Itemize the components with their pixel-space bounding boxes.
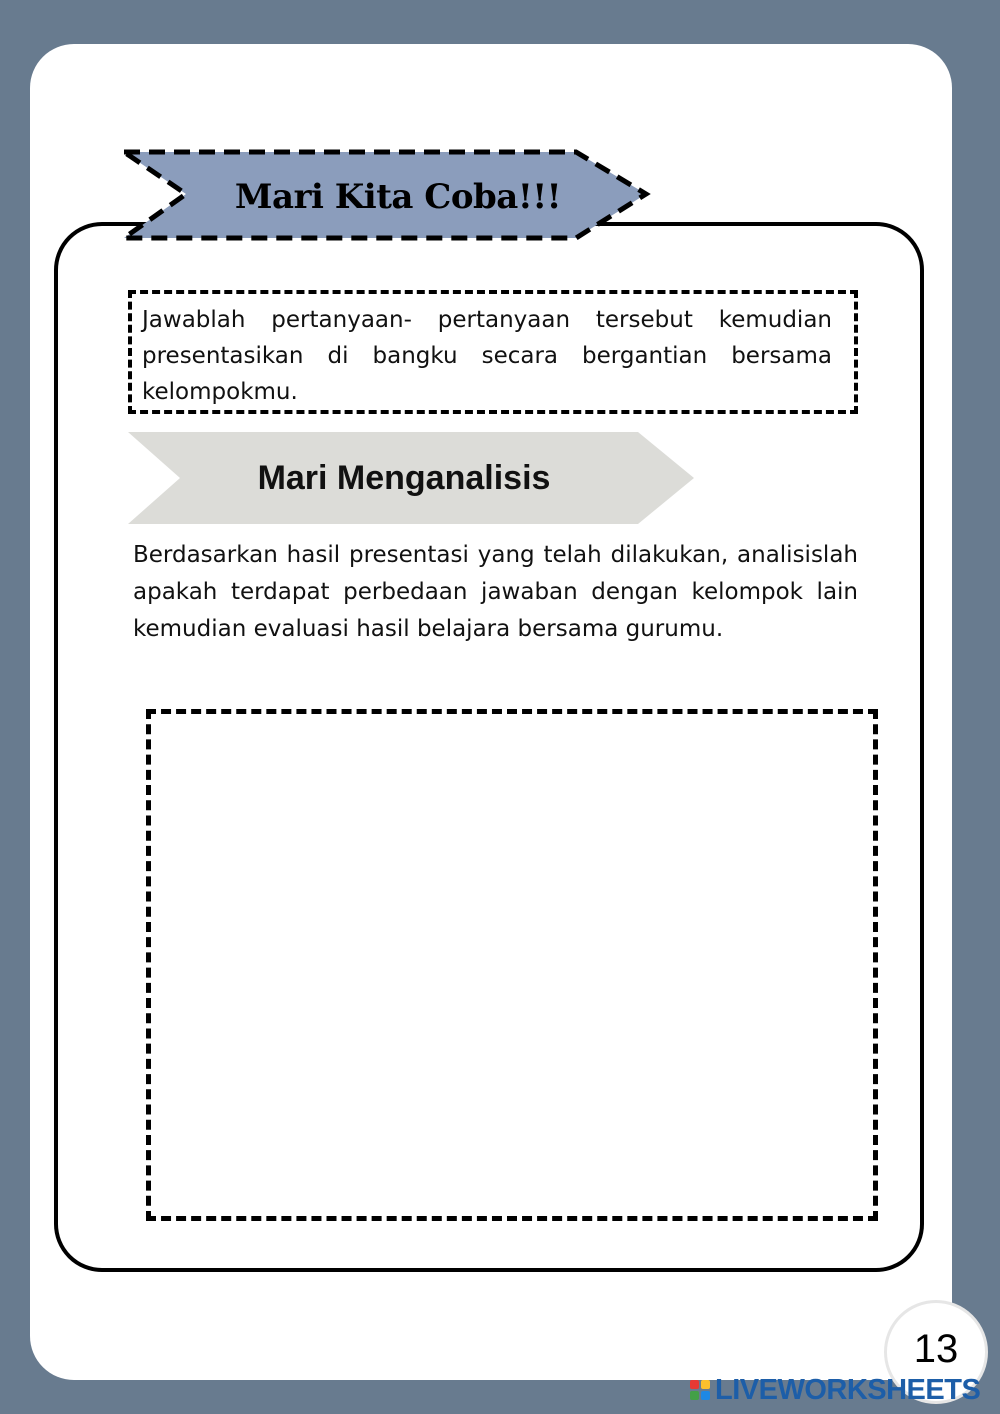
liveworksheets-logo-icon: [690, 1380, 710, 1400]
instruction-box: [128, 290, 858, 414]
page-title: Mari Kita Coba!!!: [234, 177, 562, 217]
page-number: 13: [913, 1326, 959, 1371]
watermark-text: LIVEWORKSHEETS: [715, 1373, 981, 1406]
instruction-text: Jawablah pertanyaan- pertanyaan tersebut kemudian presentasikan di bangku secara bergantian bersama kelompokmu.: [142, 307, 832, 405]
section-title: Mari Menganalisis: [257, 458, 551, 497]
liveworksheets-watermark: [690, 1372, 995, 1408]
answer-input-box[interactable]: [146, 709, 878, 1221]
analysis-instruction: Berdasarkan hasil presentasi yang telah dilakukan, analisislah apakah terdapat perbedaan jawaban dengan kelompok lain kemudian evaluasi hasil belajara bersama gurumu.: [133, 542, 858, 642]
